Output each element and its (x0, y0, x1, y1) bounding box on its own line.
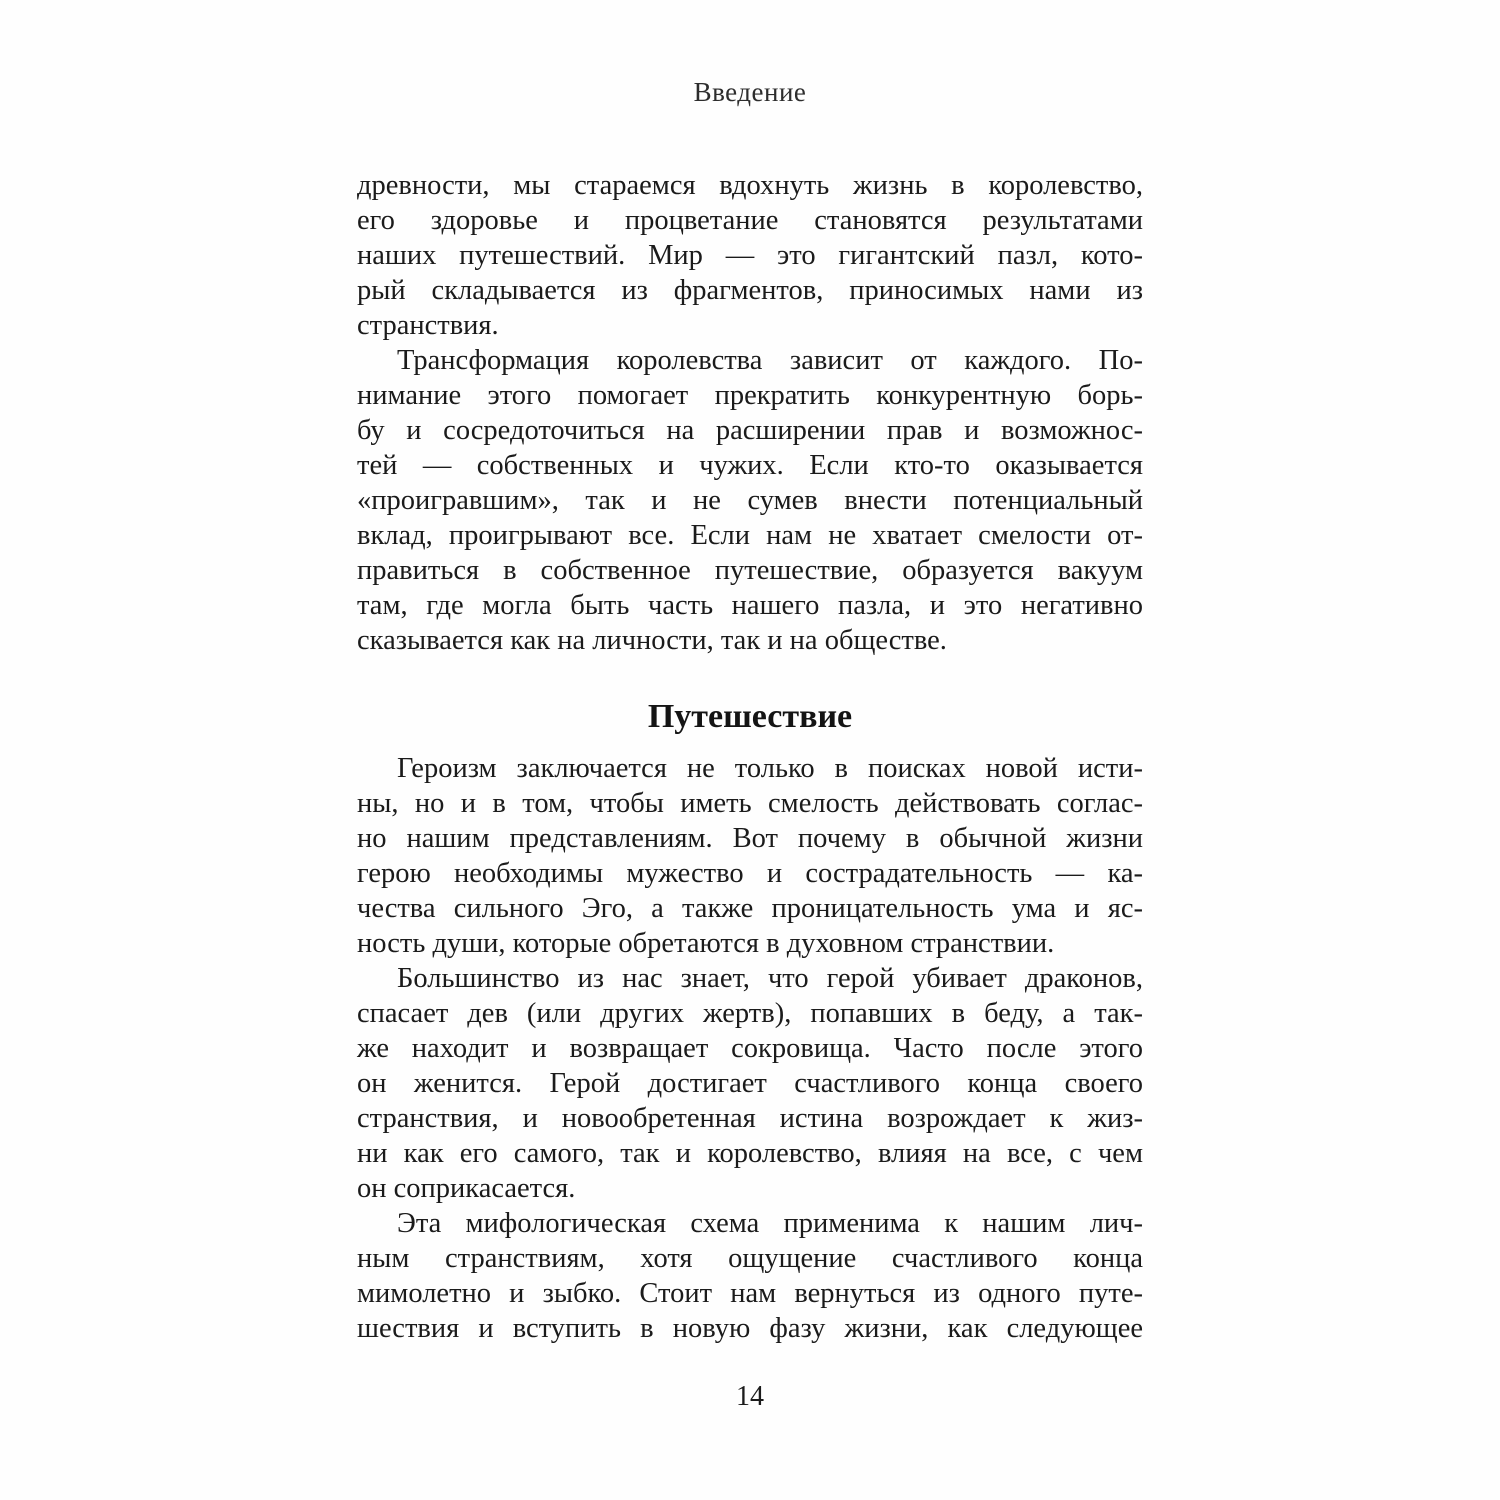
running-head: Введение (693, 77, 807, 107)
text-line: ность души, которые обретаются в духовном странствии. (357, 928, 1055, 959)
text-line: тей — собственных и чужих. Если кто-то оказывается (357, 450, 1143, 481)
text-line: древности, мы стараемся вдохнуть жизнь в королевство, (357, 170, 1143, 201)
text-line: герою необходимы мужество и сострадательность — ка- (357, 858, 1143, 889)
text-line: мимолетно и зыбко. Стоит нам вернуться из одного путе- (357, 1278, 1143, 1309)
text-line: наших путешествий. Мир — это гигантский пазл, кото- (357, 240, 1143, 271)
text-line: Эта мифологическая схема применима к нашим лич- (397, 1208, 1143, 1239)
paragraph (357, 751, 1143, 961)
text-line: но нашим представлениям. Вот почему в обычной жизни (357, 823, 1143, 854)
section-heading: Путешествие (647, 698, 853, 735)
paragraph (357, 168, 1143, 343)
text-line: там, где могла быть часть нашего пазла, и это негативно (357, 590, 1143, 621)
text-line: странствия, и новообретенная истина возрождает к жиз- (357, 1103, 1143, 1134)
text-line: его здоровье и процветание становятся результатами (357, 205, 1143, 236)
text-line: Героизм заключается не только в поисках новой исти- (397, 753, 1143, 784)
text-line: он женится. Герой достигает счастливого конца своего (357, 1068, 1143, 1099)
text-line: ни как его самого, так и королевство, влияя на все, с чем (357, 1138, 1143, 1169)
text-line: бу и сосредоточиться на расширении прав и возможнос- (357, 415, 1143, 446)
paragraph (357, 1206, 1143, 1346)
text-line: ным странствиям, хотя ощущение счастливого конца (357, 1243, 1143, 1274)
text-line: рый складывается из фрагментов, приносимых нами из (357, 275, 1143, 306)
text-line: же находит и возвращает сокровища. Часто после этого (357, 1033, 1143, 1064)
text-line: шествия и вступить в новую фазу жизни, как следующее (357, 1313, 1143, 1344)
text-line: нимание этого помогает прекратить конкурентную борь- (357, 380, 1143, 411)
text-line: вклад, проигрывают все. Если нам не хватает смелости от- (357, 520, 1143, 551)
paragraph (357, 961, 1143, 1206)
paragraph (357, 343, 1143, 658)
page-number: 14 (736, 1381, 764, 1412)
text-line: он соприкасается. (357, 1173, 576, 1204)
text-line: сказывается как на личности, так и на обществе. (357, 625, 947, 656)
text-line: ны, но и в том, чтобы иметь смелость действовать соглас- (357, 788, 1143, 819)
text-line: Трансформация королевства зависит от каждого. По- (397, 345, 1143, 376)
text-column (357, 168, 1143, 1346)
text-line: правиться в собственное путешествие, образуется вакуум (357, 555, 1143, 586)
text-line: «проигравшим», так и не сумев внести потенциальный (357, 485, 1143, 516)
text-line: странствия. (357, 310, 499, 341)
text-line: чества сильного Эго, а также проницательность ума и яс- (357, 893, 1143, 924)
text-line: спасает дев (или других жертв), попавших в беду, а так- (357, 998, 1143, 1029)
text-line: Большинство из нас знает, что герой убивает драконов, (397, 963, 1143, 994)
